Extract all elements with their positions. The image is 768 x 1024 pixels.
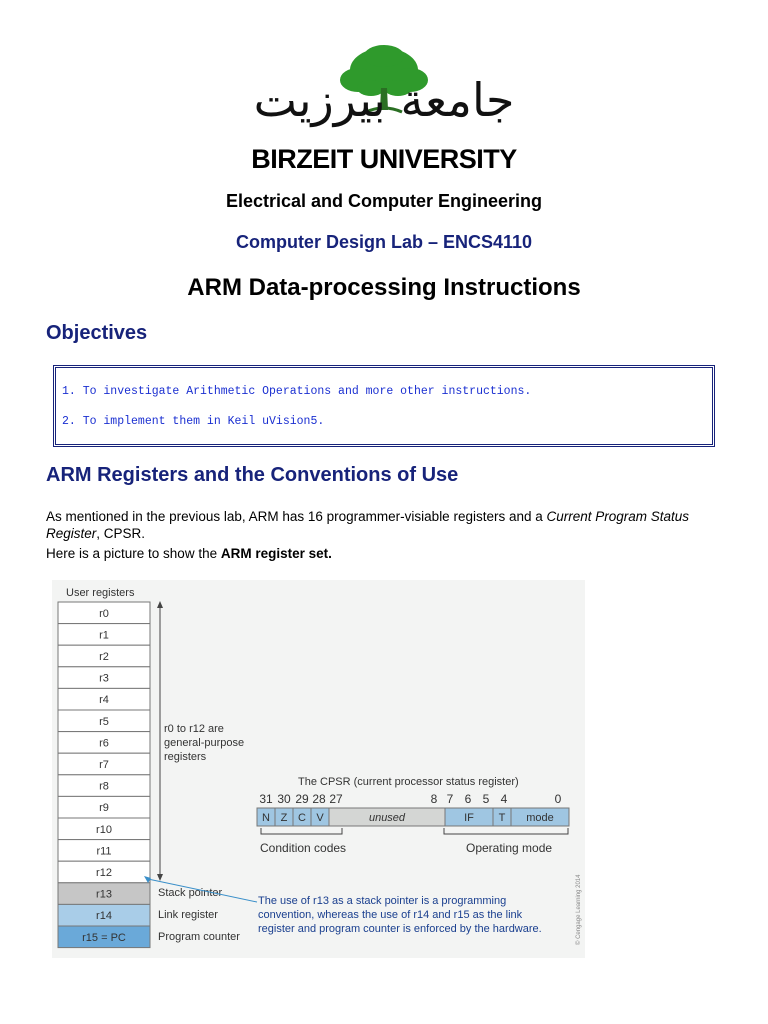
arm-register-figure (52, 580, 585, 958)
intro-text: As mentioned in the previous lab, ARM has 16 programmer-visiable registers and a (46, 509, 547, 524)
register-label: r7 (99, 759, 109, 771)
cpsr-field-label: IF (464, 812, 474, 824)
cpsr-field-label: T (498, 812, 506, 824)
user-registers-label: User registers (66, 587, 135, 599)
register-label: r13 (96, 888, 112, 901)
link-register-label: Link register (158, 909, 218, 921)
objective-item-1: 1. To investigate Arithmetic Operations and more other instructions. (62, 385, 532, 398)
gp-arrow-down-icon (157, 874, 163, 881)
cpsr-field-label: V (316, 812, 324, 824)
bit-number: 8 (430, 792, 438, 806)
register-diagram (52, 580, 585, 958)
cpsr-register (257, 808, 569, 826)
register-label: r2 (99, 651, 109, 663)
register-label: r0 (99, 607, 109, 620)
register-set-term: ARM register set. (220, 546, 332, 561)
cpsr-field-label: C (298, 812, 306, 824)
course-title: Computer Design Lab – ENCS4110 (235, 232, 533, 252)
operating-mode-label: Operating mode (466, 841, 553, 855)
arabic-university-name: جامعة بيرزيت (253, 73, 515, 127)
note-line-1: The use of r13 as a stack pointer is a programming (258, 895, 507, 907)
cpsr-field-label: unused (368, 812, 406, 824)
bit-number: 5 (482, 792, 490, 806)
condition-codes-label: Condition codes (260, 841, 347, 855)
cpsr-term: Current Program Status Register (46, 509, 690, 541)
bit-number: 4 (500, 792, 508, 806)
cpsr-title: The CPSR (current processor status register) (298, 776, 519, 788)
register-label: r4 (99, 694, 109, 707)
gp-note-line-1: r0 to r12 are (164, 723, 224, 735)
cpsr-field-label: mode (526, 812, 554, 824)
condition-codes-bracket (261, 828, 342, 834)
register-label: r10 (96, 823, 112, 836)
register-label: r11 (96, 845, 112, 858)
bit-number: 6 (464, 792, 472, 806)
bit-number: 30 (277, 792, 291, 806)
stack-pointer-label: Stack pointer (158, 887, 223, 899)
register-label: r1 (99, 629, 109, 642)
register-label: r9 (99, 802, 109, 815)
register-label: r6 (99, 737, 109, 750)
program-counter-label: Program counter (158, 931, 240, 943)
figure-intro-text: Here is a picture to show the (46, 546, 221, 561)
register-label: r5 (99, 715, 109, 728)
register-label: r3 (99, 672, 109, 685)
note-line-3: register and program counter is enforced by the hardware. (258, 923, 542, 935)
cpsr-bit-numbers (259, 792, 561, 806)
intro-paragraph (46, 508, 736, 542)
bit-number: 7 (446, 792, 454, 806)
university-name: BIRZEIT UNIVERSITY (251, 144, 517, 174)
bit-number: 29 (295, 792, 309, 806)
operating-mode-bracket (444, 828, 568, 834)
register-label: r14 (96, 910, 112, 923)
bit-number: 0 (554, 792, 562, 806)
gp-note-line-2: general-purpose (164, 737, 245, 749)
register-stack (58, 602, 150, 948)
note-line-2: convention, whereas the use of r14 and r15 as the link (258, 909, 523, 921)
department-name: Electrical and Computer Engineering (225, 191, 543, 211)
document-title: ARM Data-processing Instructions (187, 274, 581, 301)
gp-arrow-up-icon (157, 601, 163, 608)
figure-intro-paragraph (46, 545, 736, 562)
bit-number: 27 (329, 792, 343, 806)
copyright-text: © Cengage Learning 2014 (576, 874, 582, 945)
cpsr-field-label: Z (280, 812, 288, 824)
register-label: r15 = PC (82, 931, 126, 944)
bit-number: 31 (259, 792, 273, 806)
intro-text-end: , CPSR. (96, 526, 146, 541)
objectives-heading: Objectives (46, 322, 148, 344)
registers-heading: ARM Registers and the Conventions of Use (46, 464, 459, 486)
cpsr-field-label: N (262, 812, 270, 824)
bit-number: 28 (312, 792, 326, 806)
gp-note-line-3: registers (164, 751, 207, 763)
objective-item-2: 2. To implement them in Keil uVision5. (62, 415, 325, 428)
objectives-box (53, 365, 715, 447)
register-label: r8 (99, 780, 109, 793)
register-label: r12 (96, 867, 112, 879)
